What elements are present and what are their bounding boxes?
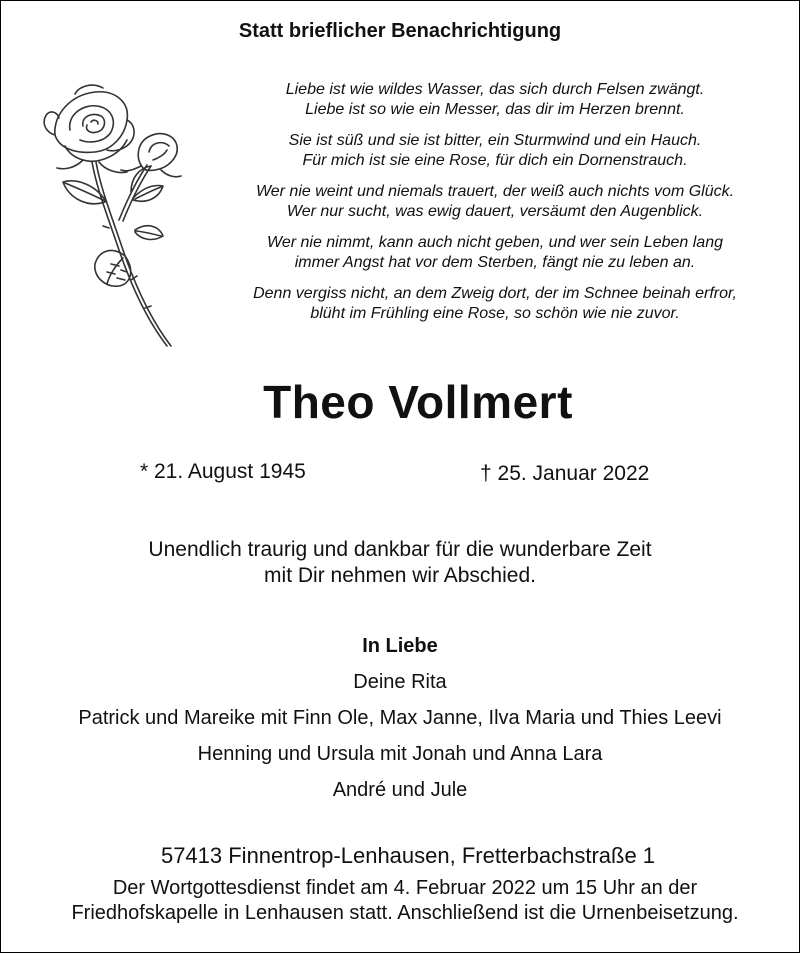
service-info — [0, 876, 800, 926]
family-member: Henning und Ursula mit Jonah und Anna Lara — [197, 743, 603, 765]
family-member: André und Jule — [332, 779, 468, 801]
poem-line: blüht im Frühling eine Rose, so schön wie nie zuvor. — [310, 305, 680, 322]
notice-header: Statt brieflicher Benachrichtigung — [238, 20, 562, 42]
service-line: Der Wortgottesdienst findet am 4. Februar 2022 um 15 Uhr an der — [112, 877, 698, 899]
tribute-line: Unendlich traurig und dankbar für die wunderbare Zeit — [148, 538, 652, 561]
poem-stanza — [205, 284, 785, 324]
poem-line: Denn vergiss nicht, an dem Zweig dort, der im Schnee beinah erfror, — [253, 285, 737, 302]
poem-stanza — [205, 80, 785, 120]
poem-line: Wer nie weint und niemals trauert, der weiß auch nichts vom Glück. — [255, 183, 735, 200]
poem-line: Sie ist süß und sie ist bitter, ein Sturmwind und ein Hauch. — [288, 132, 702, 149]
mourning-address: 57413 Finnentrop-Lenhausen, Fretterbachstraße 1 — [160, 843, 656, 868]
poem-line: Wer nie nimmt, kann auch nicht geben, und wer sein Leben lang — [267, 234, 723, 251]
family-member: Deine Rita — [353, 671, 447, 693]
service-line: Friedhofskapelle in Lenhausen statt. Anschließend ist die Urnenbeisetzung. — [71, 902, 739, 924]
rose-icon — [35, 80, 195, 350]
poem-line: immer Angst hat vor dem Sterben, fängt nie zu leben an. — [294, 254, 696, 271]
poem-stanza — [205, 182, 785, 222]
poem-stanza — [205, 233, 785, 273]
poem — [205, 80, 785, 335]
poem-line: Liebe ist wie wildes Wasser, das sich durch Felsen zwängt. — [285, 81, 705, 98]
birth-date: * 21. August 1945 — [140, 460, 306, 483]
poem-line: Für mich ist sie eine Rose, für dich ein Dornenstrauch. — [302, 152, 688, 169]
tribute-text — [0, 537, 800, 589]
poem-stanza — [205, 131, 785, 171]
poem-line: Wer nur sucht, was ewig dauert, versäumt den Augenblick. — [286, 203, 704, 220]
family-heading: In Liebe — [362, 635, 438, 657]
death-date: † 25. Januar 2022 — [480, 462, 650, 485]
tribute-line: mit Dir nehmen wir Abschied. — [264, 564, 536, 587]
family-member: Patrick und Mareike mit Finn Ole, Max Janne, Ilva Maria und Thies Leevi — [78, 707, 722, 729]
deceased-name: Theo Vollmert — [263, 376, 573, 428]
family-list — [0, 628, 800, 808]
poem-line: Liebe ist so wie ein Messer, das dir im Herzen brennt. — [305, 101, 685, 118]
